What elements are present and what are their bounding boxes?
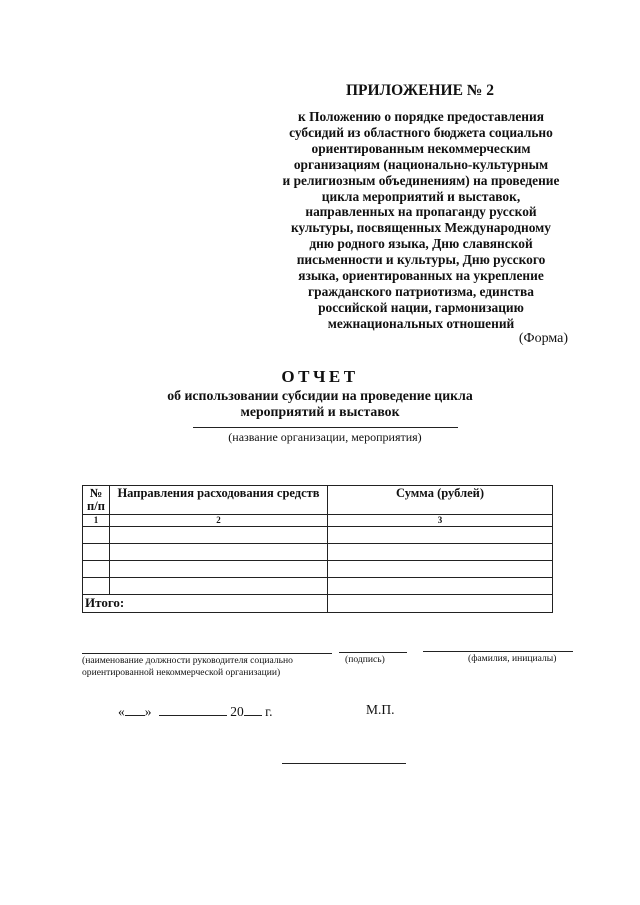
table-row [83, 561, 553, 578]
header-sum: Сумма (рублей) [328, 486, 553, 515]
appendix-line: направленных на пропаганду русской [305, 204, 537, 220]
year-blank[interactable] [244, 703, 262, 716]
appendix-line: субсидий из областного бюджета социально [289, 124, 553, 140]
table-cell[interactable] [110, 544, 328, 561]
organization-name-caption: (название организации, мероприятия) [228, 430, 422, 444]
column-number: 1 [83, 515, 110, 527]
appendix-line: российской нации, гармонизацию [318, 299, 524, 315]
form-mark: (Форма) [518, 331, 568, 346]
full-name-line[interactable] [423, 651, 573, 652]
table-cell[interactable] [110, 527, 328, 544]
table-header-row [83, 486, 553, 515]
column-number: 3 [328, 515, 553, 527]
header-number: № п/п [83, 486, 110, 515]
appendix-title: ПРИЛОЖЕНИЕ № 2 [346, 82, 494, 99]
appendix-line: организациям (национально-культурным [293, 156, 549, 172]
year-prefix: 20 [230, 704, 244, 719]
table-cell[interactable] [328, 578, 553, 595]
column-numbers-row [83, 515, 553, 527]
table-cell[interactable] [110, 561, 328, 578]
table-row [83, 578, 553, 595]
report-subtitle [130, 388, 510, 419]
appendix-line: письменности и культуры, Дню русского [296, 252, 546, 268]
bottom-line [282, 763, 406, 764]
signature-line[interactable] [339, 652, 407, 653]
appendix-line: дню родного языка, Дню славянской [309, 236, 533, 252]
appendix-description [258, 109, 584, 332]
position-caption-2: ориентированной некоммерческой организации) [82, 667, 281, 678]
appendix-line: к Положению о порядке предоставления [298, 109, 544, 124]
organization-name-line[interactable] [193, 427, 458, 428]
total-sum-cell[interactable] [328, 595, 553, 613]
stamp-place-mark: М.П. [366, 702, 395, 717]
report-title: ОТЧЕТ [281, 367, 359, 386]
appendix-line: гражданского патриотизма, единства [308, 283, 534, 299]
year-suffix: г. [265, 704, 273, 719]
date-field [118, 703, 273, 720]
table-cell[interactable] [83, 544, 110, 561]
total-label: Итого: [83, 595, 328, 613]
table-cell[interactable] [110, 578, 328, 595]
appendix-line: культуры, посвященных Международному [291, 220, 551, 236]
appendix-line: и религиозным объединениям) на проведение [282, 172, 560, 188]
appendix-line: межнациональных отношений [327, 315, 515, 331]
date-open-quote: « [118, 704, 125, 719]
table-cell[interactable] [83, 527, 110, 544]
column-number: 2 [110, 515, 328, 527]
date-close-quote: » [144, 704, 152, 719]
day-blank[interactable] [125, 703, 145, 716]
appendix-line: языка, ориентированных на укрепление [298, 268, 544, 284]
expense-table [82, 485, 553, 613]
month-blank[interactable] [159, 703, 227, 716]
table-cell[interactable] [83, 578, 110, 595]
table-row [83, 544, 553, 561]
table-cell[interactable] [328, 561, 553, 578]
position-line[interactable] [82, 653, 332, 654]
appendix-line: цикла мероприятий и выставок, [321, 188, 521, 204]
position-caption-1: (наименование должности руководителя социально [82, 655, 293, 666]
table-cell[interactable] [328, 527, 553, 544]
table-cell[interactable] [328, 544, 553, 561]
report-subtitle-line: об использовании субсидии на проведение цикла [167, 388, 473, 403]
table-row [83, 527, 553, 544]
full-name-caption: (фамилия, инициалы) [468, 653, 557, 664]
header-direction: Направления расходования средств [110, 486, 328, 515]
appendix-line: ориентированным некоммерческим [311, 140, 531, 156]
table-cell[interactable] [83, 561, 110, 578]
signature-caption: (подпись) [345, 654, 385, 665]
report-subtitle-line: мероприятий и выставок [240, 403, 400, 419]
total-row [83, 595, 553, 613]
